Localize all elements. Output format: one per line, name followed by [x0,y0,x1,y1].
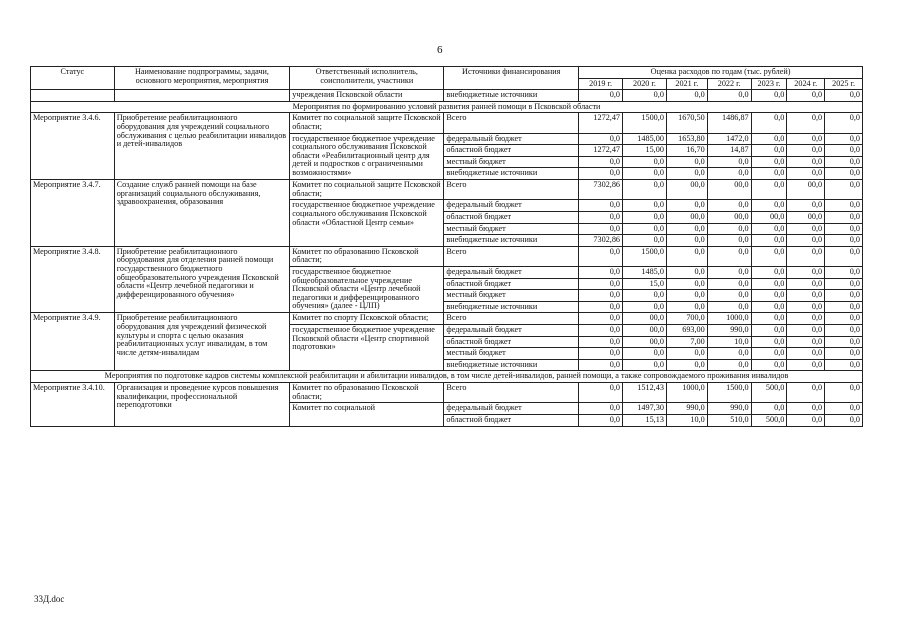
value-cell: 0,0 [787,278,825,290]
executor-cell: государственное бюджетное учреждение социального обслуживания Псковской области «Областной Центр семьи» [290,200,444,246]
source-cell: Всего [444,180,579,200]
value-cell: 00,0 [707,211,751,223]
value-cell: 1000,0 [707,313,751,325]
value-cell: 15,00 [623,145,667,157]
measure-status: Мероприятие 3.4.7. [31,180,115,247]
value-cell: 0,0 [751,325,787,337]
source-cell: федеральный бюджет [444,403,579,415]
value-cell: 0,0 [751,200,787,212]
executor-cell: Комитет по социальной защите Псковской области; [290,113,444,133]
value-cell: 0,0 [666,90,707,102]
header-year: 2020 г. [623,78,667,90]
executor-cell: государственное бюджетное учреждение социального обслуживания Псковской области «Реабилитационный центр для детей и подростков с ограниченными возможностями» [290,133,444,179]
value-cell: 0,0 [825,336,863,348]
executor-cell: учреждения Псковской области [290,90,444,102]
value-cell: 0,0 [825,414,863,426]
value-cell: 0,0 [666,266,707,278]
value-cell: 0,0 [751,301,787,313]
value-cell: 0,0 [623,156,667,168]
value-cell: 0,0 [787,325,825,337]
value-cell: 0,0 [825,113,863,133]
table-row [31,383,863,403]
value-cell: 0,0 [787,246,825,266]
value-cell: 0,0 [751,133,787,145]
value-cell: 0,0 [579,348,623,360]
value-cell: 0,0 [623,223,667,235]
value-cell: 00,0 [787,180,825,200]
source-cell: Всего [444,113,579,133]
value-cell: 0,0 [579,200,623,212]
page-number: 6 [437,44,443,56]
value-cell: 0,0 [787,156,825,168]
value-cell: 0,0 [751,145,787,157]
value-cell: 00,0 [666,211,707,223]
value-cell: 0,0 [825,246,863,266]
table-row [31,246,863,266]
expenditure-table [30,66,863,427]
value-cell: 0,0 [787,90,825,102]
value-cell: 1485,0 [623,266,667,278]
value-cell: 0,0 [666,168,707,180]
value-cell: 0,0 [579,223,623,235]
value-cell: 0,0 [787,113,825,133]
value-cell: 0,0 [825,313,863,325]
value-cell: 990,0 [666,403,707,415]
value-cell: 0,0 [825,133,863,145]
value-cell: 0,0 [787,223,825,235]
measure-name: Создание служб ранней помощи на базе организаций социального обслуживания, здравоохранения, образования [114,180,290,247]
value-cell: 0,0 [787,336,825,348]
source-cell: областной бюджет [444,336,579,348]
value-cell: 0,0 [825,223,863,235]
executor-cell: Комитет по образованию Псковской области; [290,246,444,266]
source-cell: федеральный бюджет [444,325,579,337]
value-cell: 0,0 [751,359,787,371]
value-cell: 0,0 [751,156,787,168]
value-cell: 0,0 [579,168,623,180]
status-cell [31,90,115,102]
value-cell: 00,0 [787,211,825,223]
value-cell: 0,0 [666,348,707,360]
value-cell: 0,0 [579,290,623,302]
name-cell [114,90,290,102]
value-cell: 0,0 [751,113,787,133]
value-cell: 0,0 [787,200,825,212]
value-cell: 0,0 [787,403,825,415]
value-cell: 0,0 [825,200,863,212]
value-cell: 990,0 [707,325,751,337]
value-cell: 1500,0 [623,246,667,266]
value-cell: 0,0 [751,290,787,302]
value-cell: 00,0 [623,336,667,348]
measure-name: Приобретение реабилитационного оборудования для учреждений физической культуры и спорта с целью оказания реабилитационных услуг инвалидам, в том числе детям-инвалидам [114,313,290,371]
value-cell: 0,0 [666,235,707,247]
value-cell: 1486,87 [707,113,751,133]
value-cell: 0,0 [751,90,787,102]
file-name-footer: 33Д.doc [34,594,65,604]
value-cell: 0,0 [666,223,707,235]
value-cell: 1497,30 [623,403,667,415]
value-cell: 0,0 [579,246,623,266]
measure-name: Приобретение реабилитационного оборудования для отделения ранней помощи государственного бюджетного общеобразовательного учреждения Псковской области «Центр лечебной педагогики и дифференцированного обучения» [114,246,290,313]
value-cell: 0,0 [825,156,863,168]
value-cell: 1500,0 [623,113,667,133]
value-cell: 0,0 [666,359,707,371]
value-cell: 0,0 [825,359,863,371]
value-cell: 0,0 [707,278,751,290]
value-cell: 0,0 [666,290,707,302]
measure-status: Мероприятие 3.4.10. [31,383,115,426]
value-cell: 00,0 [623,313,667,325]
executor-cell: Комитет по образованию Псковской области; [290,383,444,403]
value-cell: 0,0 [751,266,787,278]
value-cell: 16,70 [666,145,707,157]
header-estimate: Оценка расходов по годам (тыс. рублей) [579,67,863,79]
value-cell: 0,0 [623,235,667,247]
value-cell: 0,0 [623,90,667,102]
value-cell: 0,0 [623,301,667,313]
value-cell: 500,0 [751,383,787,403]
value-cell: 0,0 [707,348,751,360]
source-cell: внебюджетные источники [444,168,579,180]
value-cell: 15,0 [623,278,667,290]
value-cell: 0,0 [707,246,751,266]
value-cell: 0,0 [579,336,623,348]
value-cell: 0,0 [579,325,623,337]
source-cell: внебюджетные источники [444,301,579,313]
value-cell: 0,0 [787,290,825,302]
value-cell: 0,0 [787,313,825,325]
value-cell: 0,0 [787,414,825,426]
value-cell: 0,0 [825,168,863,180]
value-cell: 0,0 [666,246,707,266]
value-cell: 0,0 [825,266,863,278]
source-cell: внебюджетные источники [444,235,579,247]
value-cell: 0,0 [825,325,863,337]
value-cell: 1272,47 [579,145,623,157]
source-cell: местный бюджет [444,156,579,168]
value-cell: 1272,47 [579,113,623,133]
header-year: 2025 г. [825,78,863,90]
value-cell: 0,0 [579,403,623,415]
value-cell: 0,0 [825,145,863,157]
executor-cell: Комитет по спорту Псковской области; [290,313,444,325]
value-cell: 00,0 [666,180,707,200]
header-executor: Ответственный исполнитель, соисполнители, участники [290,67,444,90]
source-cell: областной бюджет [444,278,579,290]
value-cell: 1670,50 [666,113,707,133]
value-cell: 0,0 [751,403,787,415]
value-cell: 0,0 [751,223,787,235]
value-cell: 0,0 [751,336,787,348]
source-cell: внебюджетные источники [444,90,579,102]
source-cell: Всего [444,383,579,403]
value-cell: 0,0 [579,301,623,313]
value-cell: 0,0 [623,290,667,302]
value-cell: 0,0 [623,348,667,360]
value-cell: 7,00 [666,336,707,348]
value-cell: 0,0 [825,90,863,102]
value-cell: 1500,0 [707,383,751,403]
value-cell: 0,0 [751,348,787,360]
value-cell: 0,0 [751,246,787,266]
value-cell: 1653,80 [666,133,707,145]
measure-name: Организация и проведение курсов повышения квалификации, профессиональной переподготовки [114,383,290,426]
value-cell: 7302,86 [579,235,623,247]
header-year: 2022 г. [707,78,751,90]
value-cell: 0,0 [666,200,707,212]
measure-status: Мероприятие 3.4.8. [31,246,115,313]
source-cell: Всего [444,313,579,325]
table-row [31,313,863,325]
executor-cell: государственное бюджетное учреждение Псковской области «Центр спортивной подготовки» [290,325,444,371]
value-cell: 0,0 [825,235,863,247]
value-cell: 7302,86 [579,180,623,200]
source-cell: федеральный бюджет [444,133,579,145]
header-sources: Источники финансирования [444,67,579,90]
measure-status: Мероприятие 3.4.9. [31,313,115,371]
source-cell: местный бюджет [444,223,579,235]
value-cell: 1485,00 [623,133,667,145]
executor-cell: Комитет по социальной [290,403,444,426]
value-cell: 0,0 [787,359,825,371]
value-cell: 0,0 [787,266,825,278]
value-cell: 0,0 [707,156,751,168]
value-cell: 0,0 [707,266,751,278]
value-cell: 0,0 [787,301,825,313]
value-cell: 0,0 [825,301,863,313]
value-cell: 0,0 [623,168,667,180]
value-cell: 14,87 [707,145,751,157]
value-cell: 0,0 [707,301,751,313]
executor-cell: Комитет по социальной защите Псковской области; [290,180,444,200]
value-cell: 0,0 [825,290,863,302]
value-cell: 00,0 [751,211,787,223]
source-cell: внебюджетные источники [444,359,579,371]
table-row [31,180,863,200]
source-cell: местный бюджет [444,348,579,360]
measure-name: Приобретение реабилитационного оборудования для учреждений социального обслуживания с целью реабилитации инвалидов и детей-инвалидов [114,113,290,180]
value-cell: 10,0 [666,414,707,426]
value-cell: 0,0 [707,290,751,302]
value-cell: 0,0 [751,168,787,180]
header-year: 2021 г. [666,78,707,90]
measure-status: Мероприятие 3.4.6. [31,113,115,180]
value-cell: 0,0 [825,403,863,415]
value-cell: 0,0 [623,211,667,223]
value-cell: 0,0 [707,200,751,212]
value-cell: 0,0 [707,90,751,102]
value-cell: 0,0 [825,180,863,200]
value-cell: 0,0 [707,359,751,371]
value-cell: 0,0 [579,156,623,168]
value-cell: 0,0 [579,313,623,325]
section-row [31,101,863,113]
value-cell: 0,0 [579,414,623,426]
value-cell: 0,0 [787,145,825,157]
source-cell: областной бюджет [444,211,579,223]
source-cell: Всего [444,246,579,266]
value-cell: 0,0 [666,278,707,290]
table-row [31,113,863,133]
value-cell: 0,0 [707,223,751,235]
value-cell: 510,0 [707,414,751,426]
value-cell: 0,0 [707,235,751,247]
value-cell: 10,0 [707,336,751,348]
value-cell: 990,0 [707,403,751,415]
value-cell: 0,0 [579,278,623,290]
value-cell: 0,0 [579,211,623,223]
header-year: 2023 г. [751,78,787,90]
value-cell: 0,0 [707,168,751,180]
value-cell: 0,0 [579,383,623,403]
value-cell: 0,0 [579,133,623,145]
value-cell: 1472,0 [707,133,751,145]
source-cell: областной бюджет [444,414,579,426]
header-name: Наименование подпрограммы, задачи, основного мероприятия, мероприятия [114,67,290,90]
value-cell: 0,0 [787,235,825,247]
header-year: 2024 г. [787,78,825,90]
source-cell: местный бюджет [444,290,579,302]
section-heading: Мероприятия по формированию условий развития ранней помощи в Псковской области [31,101,863,113]
value-cell: 0,0 [623,359,667,371]
table-row [31,90,863,102]
value-cell: 500,0 [751,414,787,426]
value-cell: 0,0 [623,200,667,212]
value-cell: 15,13 [623,414,667,426]
section-heading: Мероприятия по подготовке кадров системы комплексной реабилитации и абилитации инвалидов, в том числе детей-инвалидов, ранней помощи, а также сопровождаемого проживания инвалидов [31,371,863,383]
value-cell: 0,0 [825,278,863,290]
value-cell: 0,0 [787,168,825,180]
value-cell: 00,0 [707,180,751,200]
value-cell: 700,0 [666,313,707,325]
value-cell: 1512,43 [623,383,667,403]
value-cell: 0,0 [666,156,707,168]
value-cell: 0,0 [751,313,787,325]
header-status: Статус [31,67,115,90]
source-cell: федеральный бюджет [444,266,579,278]
value-cell: 0,0 [579,266,623,278]
value-cell: 0,0 [751,278,787,290]
header-year: 2019 г. [579,78,623,90]
value-cell: 0,0 [787,383,825,403]
value-cell: 0,0 [579,359,623,371]
value-cell: 693,00 [666,325,707,337]
value-cell: 1000,0 [666,383,707,403]
value-cell: 0,0 [787,348,825,360]
value-cell: 0,0 [751,235,787,247]
value-cell: 0,0 [825,383,863,403]
value-cell: 0,0 [825,348,863,360]
value-cell: 0,0 [579,90,623,102]
executor-cell: государственное бюджетное общеобразовательное учреждение Псковской области «Центр лечебной педагогики и дифференцированного обучения» (далее - ЦЛП) [290,266,444,312]
source-cell: федеральный бюджет [444,200,579,212]
value-cell: 0,0 [825,211,863,223]
section-row [31,371,863,383]
value-cell: 0,0 [751,180,787,200]
source-cell: областной бюджет [444,145,579,157]
value-cell: 0,0 [666,301,707,313]
value-cell: 0,0 [623,180,667,200]
value-cell: 0,0 [787,133,825,145]
value-cell: 00,0 [623,325,667,337]
